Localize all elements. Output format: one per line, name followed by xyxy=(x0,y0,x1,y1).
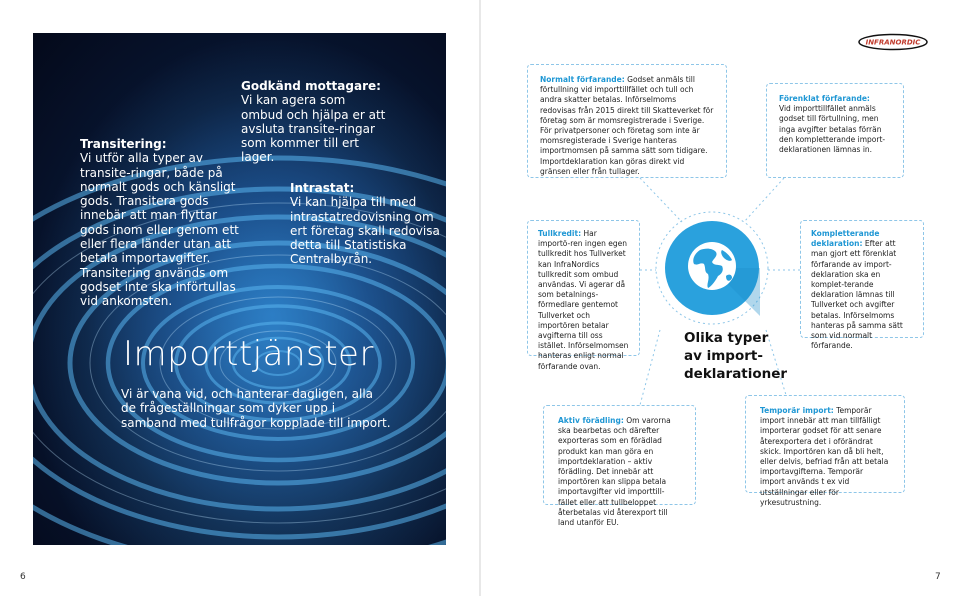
kompletterande-label: Kompletterande deklaration: xyxy=(811,229,880,249)
center-title-line-2: av import- xyxy=(684,348,763,364)
center-title-line-3: deklarationer xyxy=(684,366,788,382)
page-title: Importtjänster xyxy=(123,334,374,374)
normalt-body: Godset anmäls till förtullning vid importtillfället och tull och andra skatter betalas. Införselmoms redovisas från 2015 direkt till Skatteverket för företag som är momsregistrerade i Sverige. För privatpersoner och företag som inte är momsregisterade i Sverige hanteras importmomsen på samma sätt som tidigare. Importdeklaration kan göras direkt vid gränsen eller från tullager. xyxy=(540,75,714,176)
kompletterande-body: Efter att man gjort ett förenklat förfarande av import-deklaration ska en komplet-terande deklaration lämnas till Tullverket och avgifter betalas. Införselmoms hanteras på samma sätt som vid normalt förfarande. xyxy=(811,239,903,351)
globe-icon xyxy=(664,220,760,316)
box-tullkredit xyxy=(527,220,640,371)
temporar-label: Temporär import: xyxy=(760,406,834,415)
forenklat-body: Vid importtillfället anmäls godset till förtullning, men inga avgifter betalas förrän den kompletterande import-deklarationen lämnas in. xyxy=(779,104,886,155)
intrastat-body: Vi kan hjälpa till med intrastatredovisning om ert företag skall redovisa detta till Statistiska Centralbyrån. xyxy=(290,195,440,267)
center-title-line-1: Olika typer xyxy=(684,330,769,346)
logo-text: INFRANORDIC xyxy=(865,38,921,47)
box-normalt-forfarande xyxy=(527,64,727,178)
intro-text: Vi är vana vid, och hanterar dagligen, alla de frågeställningar som dyker upp i samband med tullfrågor kopplade till import. xyxy=(121,387,391,430)
page-number-right: 7 xyxy=(935,572,941,582)
box-kompletterande-deklaration xyxy=(800,220,924,351)
aktiv-body: Om varorna ska bearbetas och därefter exporteras som en förädlad produkt kan man göra en importdeklaration – aktiv förädling. Det innebär att importören kan slippa betala importavgifter vid importtill-fället eller att tullbeloppet återbetalas vid återexport till land utanför EU. xyxy=(558,416,671,528)
tullkredit-label: Tullkredit: xyxy=(538,229,582,238)
box-aktiv-foradling xyxy=(543,405,696,528)
transitering-body: Vi utför alla typer av transite-ringar, både på normalt gods och känsligt gods. Transitera gods innebär att man flyttar gods inom eller genom ett eller flera länder utan att betala importavgifter. Transitering används om godset inte ska införtullas vid ankomsten. xyxy=(80,151,239,309)
center-title xyxy=(684,329,787,383)
normalt-label: Normalt förfarande: xyxy=(540,75,625,84)
godkand-body: Vi kan agera som ombud och hjälpa er att avsluta transite-ringar som kommer till ert lager. xyxy=(241,93,386,165)
aktiv-label: Aktiv förädling: xyxy=(558,416,624,425)
box-temporar-import xyxy=(745,395,905,507)
forenklat-label: Förenklat förfarande: xyxy=(779,94,870,103)
godkand-label: Godkänd mottagare: xyxy=(241,79,381,93)
transitering-label: Transitering: xyxy=(80,137,167,151)
page-number-left: 6 xyxy=(20,572,26,582)
tullkredit-body: Har importö-ren ingen egen tullkredit hos Tullverket kan InfraNordics tullkredit som ombud användas. Vi agerar då som betalnings-förmedlare gentemot Tullverket och importören betalar avgifterna till oss istället. Införselmomsen hanteras enligt normal förfarande ovan. xyxy=(538,229,629,371)
temporar-body: Temporär import innebär att man tillfälligt importerar godset för att senare återexportera det i oförändrat skick. Importören kan då bli helt, eller delvis, befriad från att betala importavgifterna. Temporär import används t ex vid utställningar eller för yrkesutrustning. xyxy=(760,406,889,507)
box-forenklat-forfarande xyxy=(766,83,904,178)
intrastat-label: Intrastat: xyxy=(290,181,355,195)
